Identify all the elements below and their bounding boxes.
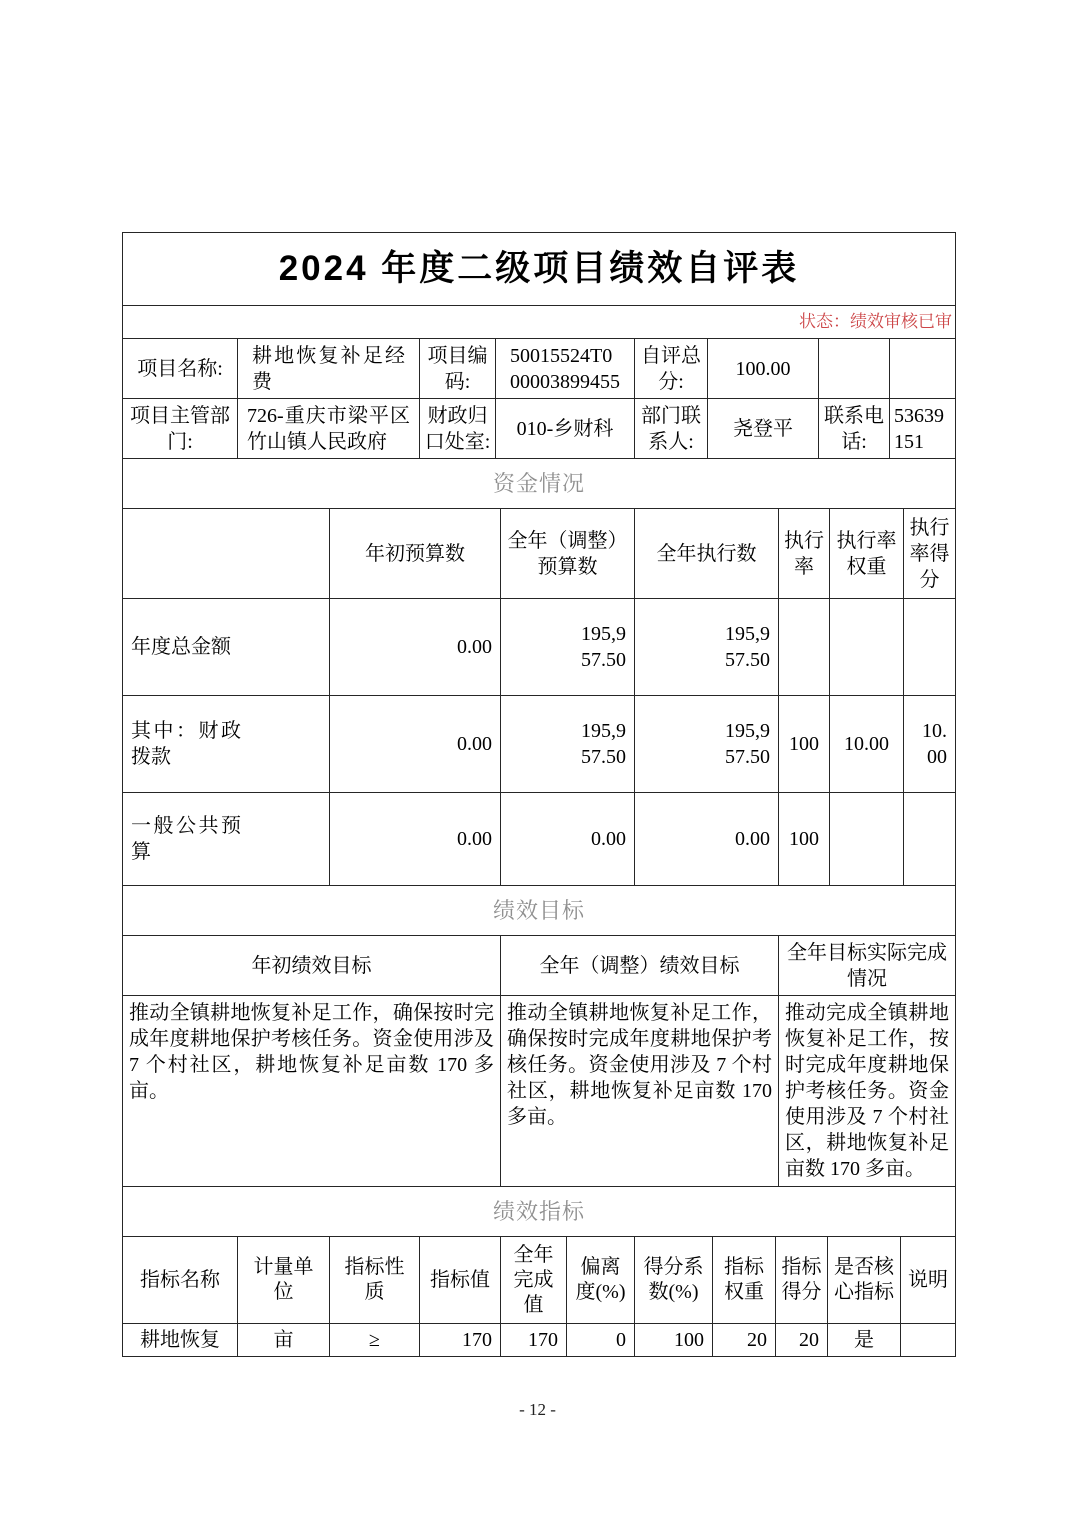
status-table bbox=[122, 305, 956, 339]
page-title: 2024 年度二级项目绩效自评表 bbox=[123, 233, 956, 306]
indicators-header-row bbox=[123, 1237, 956, 1324]
funds-section-title: 资金情况 bbox=[123, 459, 956, 509]
ind-target: 170 bbox=[420, 1324, 501, 1357]
funds-rate-score-value: 10.00 bbox=[904, 696, 956, 793]
funds-header-rate-weight: 执行率权重 bbox=[830, 509, 904, 599]
goals-actual-text: 推动完成全镇耕地恢复补足工作，按时完成年度耕地保护考核任务。资金使用涉及 7 个村社区，耕地恢复补足亩数 170 多亩。 bbox=[779, 996, 956, 1187]
funds-executed-value: 195,957.50 bbox=[635, 599, 779, 696]
funds-header-executed: 全年执行数 bbox=[635, 509, 779, 599]
funds-row-label: 一般公共预算 bbox=[123, 793, 330, 886]
status-badge: 状态：绩效审核已审 bbox=[123, 306, 956, 339]
project-name-value: 耕地恢复补足经费 bbox=[238, 339, 420, 399]
project-code-value: 50015524T000003899455 bbox=[496, 339, 635, 399]
ind-name: 耕地恢复 bbox=[123, 1324, 238, 1357]
funds-rate-value: 100 bbox=[779, 696, 830, 793]
funds-row-label: 年度总金额 bbox=[123, 599, 330, 696]
dept-label: 项目主管部门: bbox=[123, 399, 238, 459]
dept-value: 726-重庆市梁平区竹山镇人民政府 bbox=[238, 399, 420, 459]
indicators-section-title: 绩效指标 bbox=[123, 1187, 956, 1237]
funds-row-total bbox=[123, 599, 956, 696]
goals-header-actual: 全年目标实际完成情况 bbox=[779, 936, 956, 996]
funds-initial-value: 0.00 bbox=[330, 793, 501, 886]
goals-section-title: 绩效目标 bbox=[123, 886, 956, 936]
funds-rate-weight-value bbox=[830, 793, 904, 886]
goals-header-row bbox=[123, 936, 956, 996]
funds-header-adjusted: 全年（调整）预算数 bbox=[501, 509, 635, 599]
project-info-row-1 bbox=[123, 339, 956, 399]
goals-content-row bbox=[123, 996, 956, 1187]
project-name-label: 项目名称: bbox=[123, 339, 238, 399]
ind-header-coefficient: 得分系数(%) bbox=[635, 1237, 713, 1324]
ind-header-note: 说明 bbox=[901, 1237, 956, 1324]
ind-deviation: 0 bbox=[567, 1324, 635, 1357]
project-info-table bbox=[122, 338, 956, 459]
office-label: 财政归口处室: bbox=[420, 399, 496, 459]
funds-rate-value bbox=[779, 599, 830, 696]
funds-header-initial: 年初预算数 bbox=[330, 509, 501, 599]
ind-completed: 170 bbox=[501, 1324, 567, 1357]
funds-adjusted-value: 0.00 bbox=[501, 793, 635, 886]
goals-section-band bbox=[122, 885, 956, 936]
goals-header-adjusted: 全年（调整）绩效目标 bbox=[501, 936, 779, 996]
indicators-table bbox=[122, 1236, 956, 1357]
ind-header-unit: 计量单位 bbox=[238, 1237, 330, 1324]
phone-label: 联系电话: bbox=[819, 399, 890, 459]
contact-label: 部门联系人: bbox=[635, 399, 708, 459]
indicators-section-band bbox=[122, 1186, 956, 1237]
funds-header-blank bbox=[123, 509, 330, 599]
ind-note bbox=[901, 1324, 956, 1357]
funds-header-row bbox=[123, 509, 956, 599]
ind-coefficient: 100 bbox=[635, 1324, 713, 1357]
funds-row-public-budget bbox=[123, 793, 956, 886]
ind-header-weight: 指标权重 bbox=[713, 1237, 776, 1324]
funds-rate-score-value bbox=[904, 793, 956, 886]
funds-initial-value: 0.00 bbox=[330, 599, 501, 696]
funds-rate-value: 100 bbox=[779, 793, 830, 886]
funds-rate-score-value bbox=[904, 599, 956, 696]
goals-header-initial: 年初绩效目标 bbox=[123, 936, 501, 996]
project-info-row-2 bbox=[123, 399, 956, 459]
funds-header-rate: 执行率 bbox=[779, 509, 830, 599]
project-code-label: 项目编码: bbox=[420, 339, 496, 399]
ind-header-score: 指标得分 bbox=[776, 1237, 828, 1324]
funds-initial-value: 0.00 bbox=[330, 696, 501, 793]
ind-core: 是 bbox=[828, 1324, 901, 1357]
self-score-value: 100.00 bbox=[708, 339, 819, 399]
funds-row-fiscal bbox=[123, 696, 956, 793]
ind-header-completed: 全年完成值 bbox=[501, 1237, 567, 1324]
goals-table bbox=[122, 935, 956, 1187]
self-eval-form bbox=[122, 232, 955, 1357]
goals-adjusted-text: 推动全镇耕地恢复补足工作，确保按时完成年度耕地保护考核任务。资金使用涉及 7 个村社区，耕地恢复补足亩数 170 多亩。 bbox=[501, 996, 779, 1187]
self-score-label: 自评总分: bbox=[635, 339, 708, 399]
ind-unit: 亩 bbox=[238, 1324, 330, 1357]
title-table bbox=[122, 232, 956, 306]
ind-header-deviation: 偏离度(%) bbox=[567, 1237, 635, 1324]
empty-cell bbox=[890, 339, 956, 399]
ind-header-target: 指标值 bbox=[420, 1237, 501, 1324]
funds-executed-value: 195,957.50 bbox=[635, 696, 779, 793]
funds-rate-weight-value bbox=[830, 599, 904, 696]
funds-adjusted-value: 195,957.50 bbox=[501, 599, 635, 696]
funds-section-band bbox=[122, 458, 956, 509]
ind-header-nature: 指标性质 bbox=[330, 1237, 420, 1324]
ind-nature: ≥ bbox=[330, 1324, 420, 1357]
page-number: - 12 - bbox=[519, 1400, 556, 1419]
indicator-row bbox=[123, 1324, 956, 1357]
ind-header-name: 指标名称 bbox=[123, 1237, 238, 1324]
empty-cell bbox=[819, 339, 890, 399]
funds-executed-value: 0.00 bbox=[635, 793, 779, 886]
funds-table bbox=[122, 508, 956, 886]
ind-header-core: 是否核心指标 bbox=[828, 1237, 901, 1324]
funds-adjusted-value: 195,957.50 bbox=[501, 696, 635, 793]
phone-value: 53639151 bbox=[890, 399, 956, 459]
funds-rate-weight-value: 10.00 bbox=[830, 696, 904, 793]
funds-header-rate-score: 执行率得分 bbox=[904, 509, 956, 599]
goals-initial-text: 推动全镇耕地恢复补足工作，确保按时完成年度耕地保护考核任务。资金使用涉及 7 个村社区，耕地恢复补足亩数 170 多亩。 bbox=[123, 996, 501, 1187]
contact-value: 尧登平 bbox=[708, 399, 819, 459]
office-value: 010-乡财科 bbox=[496, 399, 635, 459]
ind-score: 20 bbox=[776, 1324, 828, 1357]
ind-weight: 20 bbox=[713, 1324, 776, 1357]
funds-row-label: 其中：财政拨款 bbox=[123, 696, 330, 793]
